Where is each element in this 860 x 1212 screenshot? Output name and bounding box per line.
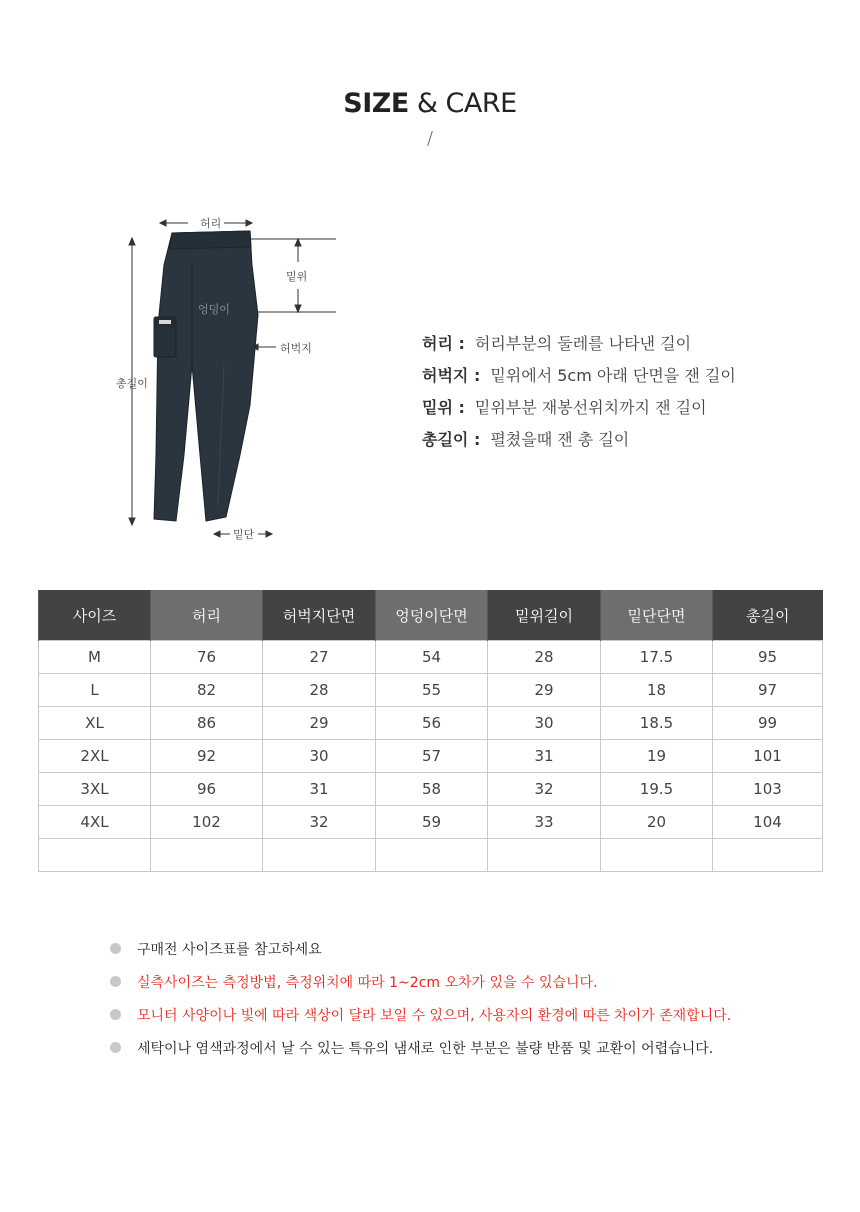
table-cell: 31	[488, 740, 601, 773]
desc-row	[422, 358, 736, 390]
table-cell: 101	[713, 740, 823, 773]
table-cell: 18	[601, 674, 713, 707]
table-cell: 76	[151, 641, 263, 674]
desc-key: 밑위 :	[422, 397, 465, 417]
measurement-descriptions	[422, 326, 736, 454]
note-text: 실측사이즈는 측정방법, 측정위치에 따라 1~2cm 오차가 있을 수 있습니다.	[137, 974, 598, 991]
table-cell: 59	[376, 806, 488, 839]
table-row	[39, 641, 823, 674]
label-hem: 밑단	[233, 528, 255, 541]
table-cell	[713, 839, 823, 872]
label-thigh: 허벅지	[280, 342, 312, 355]
table-cell: 97	[713, 674, 823, 707]
table-cell: M	[39, 641, 151, 674]
desc-value: 밑위에서 5cm 아래 단면을 잰 길이	[490, 365, 736, 385]
title-bold: SIZE	[343, 88, 409, 119]
table-cell: 31	[263, 773, 376, 806]
table-cell: 95	[713, 641, 823, 674]
title-rest: & CARE	[416, 88, 517, 119]
table-cell: 17.5	[601, 641, 713, 674]
table-cell: 29	[263, 707, 376, 740]
table-cell	[601, 839, 713, 872]
table-row-empty	[39, 839, 823, 872]
desc-key: 허벅지 :	[422, 365, 481, 385]
bullet-icon	[110, 1009, 121, 1020]
note-item	[110, 965, 731, 998]
table-cell: 27	[263, 641, 376, 674]
note-item	[110, 1031, 731, 1064]
bullet-icon	[110, 976, 121, 987]
note-text: 세탁이나 염색과정에서 날 수 있는 특유의 냄새로 인한 부분은 불량 반품 및 교환이 어렵습니다.	[137, 1040, 714, 1057]
table-cell	[39, 839, 151, 872]
table-cell: L	[39, 674, 151, 707]
table-cell: 28	[263, 674, 376, 707]
table-cell: 4XL	[39, 806, 151, 839]
table-cell: 58	[376, 773, 488, 806]
table-cell	[151, 839, 263, 872]
desc-value: 펼쳤을때 잰 총 길이	[490, 429, 630, 449]
table-cell: 32	[488, 773, 601, 806]
table-cell: 57	[376, 740, 488, 773]
table-cell: 104	[713, 806, 823, 839]
desc-key: 총길이 :	[422, 429, 481, 449]
table-cell	[488, 839, 601, 872]
table-cell: 103	[713, 773, 823, 806]
table-cell: 28	[488, 641, 601, 674]
desc-value: 허리부분의 둘레를 나타낸 길이	[474, 333, 692, 353]
desc-row	[422, 422, 736, 454]
table-cell: 19.5	[601, 773, 713, 806]
table-row	[39, 707, 823, 740]
note-text: 구매전 사이즈표를 참고하세요	[137, 941, 322, 958]
note-item	[110, 932, 731, 965]
desc-value: 밑위부분 재봉선위치까지 잰 길이	[474, 397, 707, 417]
table-cell: 55	[376, 674, 488, 707]
table-cell: 29	[488, 674, 601, 707]
table-cell: 86	[151, 707, 263, 740]
table-cell: 92	[151, 740, 263, 773]
note-item	[110, 998, 731, 1031]
table-cell: 18.5	[601, 707, 713, 740]
note-text: 모니터 사양이나 빛에 따라 색상이 달라 보일 수 있으며, 사용자의 환경에 따른 차이가 존재합니다.	[137, 1007, 732, 1024]
header-rise: 밑위길이	[488, 590, 601, 641]
desc-row	[422, 390, 736, 422]
table-cell: 33	[488, 806, 601, 839]
header-thigh: 허벅지단면	[263, 590, 376, 641]
label-waist: 허리	[200, 217, 222, 230]
table-row	[39, 806, 823, 839]
size-table	[38, 590, 823, 872]
table-row	[39, 674, 823, 707]
bullet-icon	[110, 943, 121, 954]
measurement-diagram	[100, 205, 360, 550]
table-cell: 102	[151, 806, 263, 839]
table-cell: 19	[601, 740, 713, 773]
label-hip: 엉덩이	[198, 303, 230, 316]
table-cell: 2XL	[39, 740, 151, 773]
table-cell: 20	[601, 806, 713, 839]
label-rise: 밑위	[286, 270, 308, 283]
page-title	[0, 88, 860, 119]
table-cell: 82	[151, 674, 263, 707]
care-notes	[110, 932, 731, 1064]
header-waist: 허리	[151, 590, 263, 641]
desc-key: 허리 :	[422, 333, 465, 353]
table-row	[39, 773, 823, 806]
table-cell: 30	[488, 707, 601, 740]
table-cell: XL	[39, 707, 151, 740]
table-cell: 54	[376, 641, 488, 674]
table-row	[39, 740, 823, 773]
desc-row	[422, 326, 736, 358]
header-total-length: 총길이	[713, 590, 823, 641]
title-divider: /	[426, 128, 434, 149]
table-cell: 32	[263, 806, 376, 839]
table-header-row	[39, 590, 823, 641]
label-total-length: 총길이	[116, 377, 148, 390]
header-hem: 밑단단면	[601, 590, 713, 641]
table-cell	[376, 839, 488, 872]
table-cell	[263, 839, 376, 872]
table-cell: 99	[713, 707, 823, 740]
header-hip: 엉덩이단면	[376, 590, 488, 641]
table-cell: 96	[151, 773, 263, 806]
table-cell: 30	[263, 740, 376, 773]
bullet-icon	[110, 1042, 121, 1053]
table-cell: 3XL	[39, 773, 151, 806]
header-size: 사이즈	[39, 590, 151, 641]
table-cell: 56	[376, 707, 488, 740]
